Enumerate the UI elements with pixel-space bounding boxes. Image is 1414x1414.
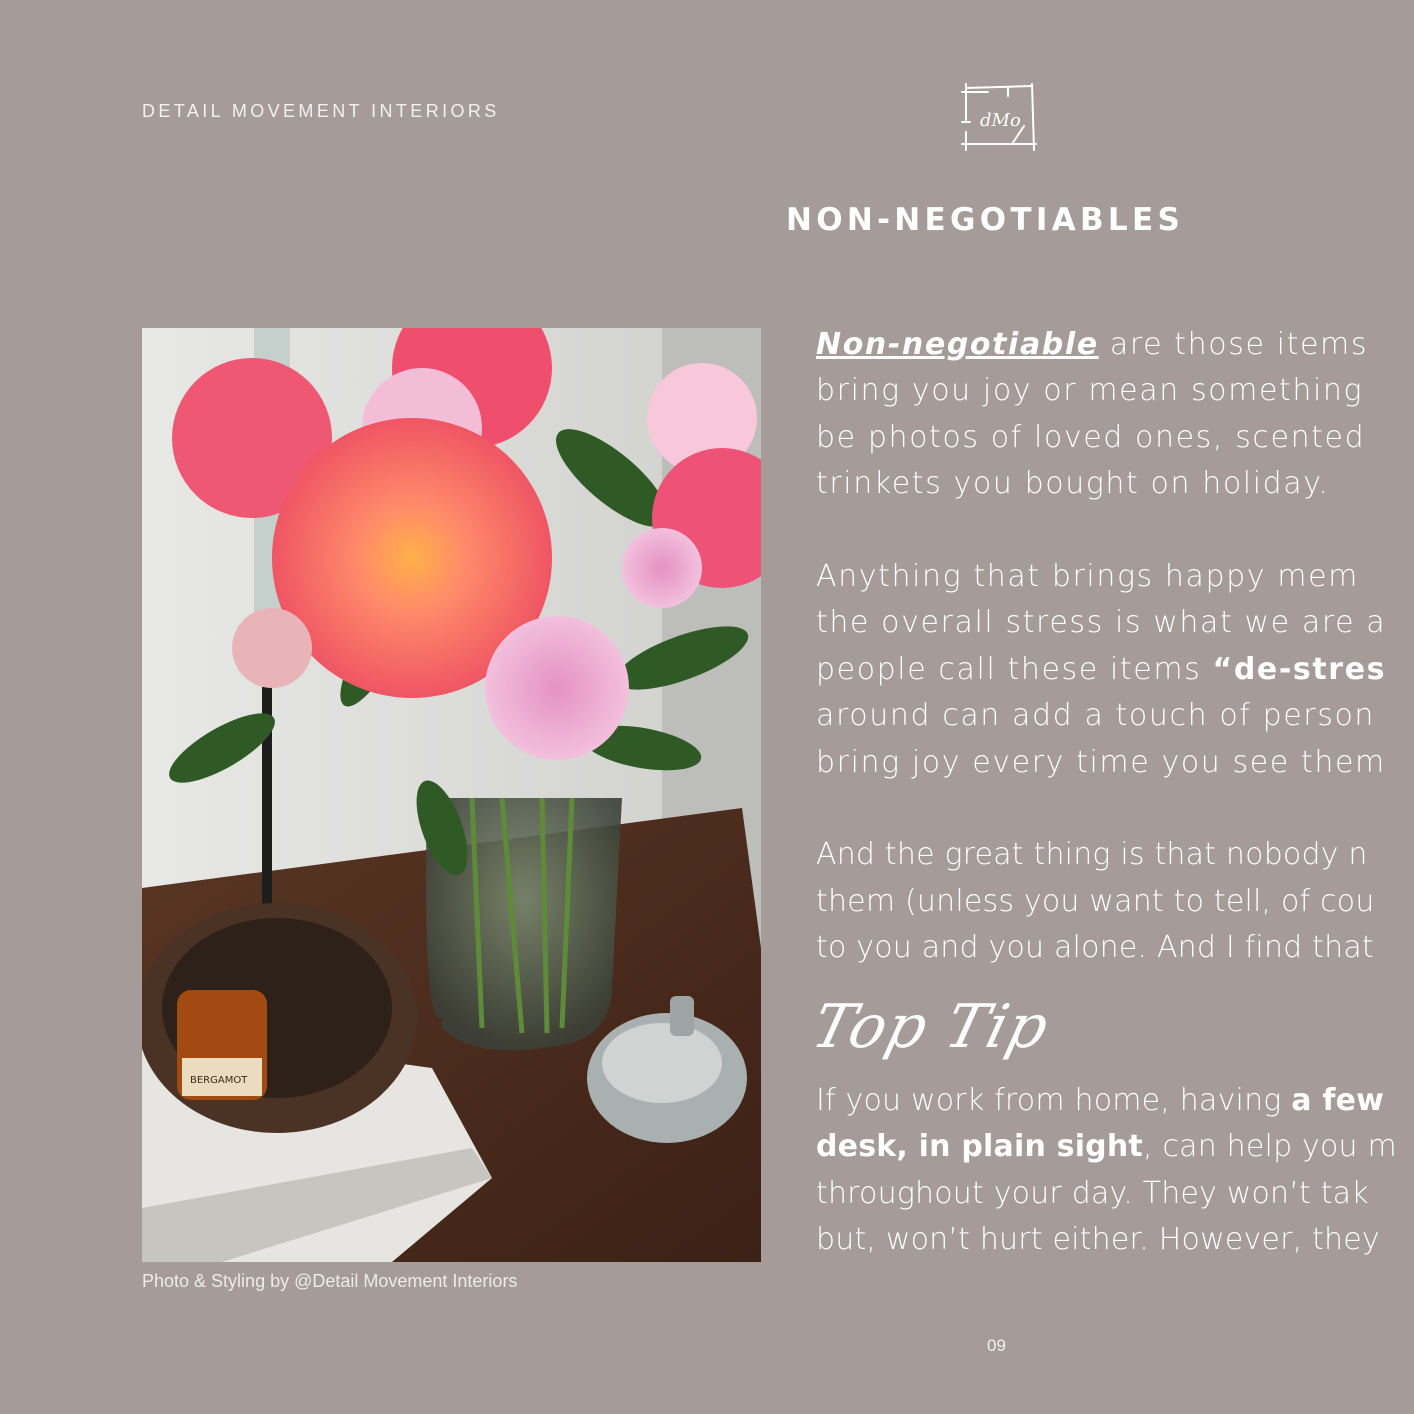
keyword-non-negotiable: Non-negotiable bbox=[816, 327, 1099, 362]
paragraph-happy-memories bbox=[816, 554, 1414, 786]
tip-line2 bbox=[816, 1124, 1414, 1170]
paragraph2-line4: around can add a touch of person bbox=[816, 698, 1376, 734]
paragraph-non-negotiable bbox=[816, 322, 1414, 508]
paragraph3-line3: to you and you alone. And I find that bbox=[816, 930, 1374, 966]
tip-line2-bold: desk, in plain sight bbox=[816, 1129, 1143, 1165]
peony-photo bbox=[142, 328, 761, 1262]
top-tip-text bbox=[816, 1078, 1414, 1264]
paragraph1-line1 bbox=[816, 322, 1414, 368]
brand-logo bbox=[958, 82, 1040, 152]
page-title: NON-NEGOTIABLES bbox=[786, 202, 1185, 238]
tip-line2-rest: , can help you m bbox=[1142, 1129, 1397, 1165]
photo-credit: Photo & Styling by @Detail Movement Interiors bbox=[142, 1271, 518, 1291]
paragraph2-line2: the overall stress is what we are a bbox=[816, 605, 1387, 641]
logo-monogram: dMo bbox=[980, 110, 1021, 131]
paragraph2-line3 bbox=[816, 647, 1414, 693]
top-tip-heading: Top Tip bbox=[805, 992, 1057, 1062]
paragraph2-line1: Anything that brings happy mem bbox=[816, 559, 1359, 595]
paragraph3-line1: And the great thing is that nobody n bbox=[816, 837, 1368, 873]
paragraph1-line3: be photos of loved ones, scented bbox=[816, 419, 1366, 455]
paragraph1-line2: bring you joy or mean something bbox=[816, 373, 1364, 409]
paragraph2-line3-pre: people call these items bbox=[816, 651, 1213, 687]
tip-line3: throughout your day. They won’t tak bbox=[816, 1175, 1369, 1211]
de-stress-term: “de-stres bbox=[1212, 651, 1387, 687]
paragraph-great-thing bbox=[816, 832, 1414, 971]
body-text bbox=[816, 322, 1414, 972]
tip-line1-bold: a few bbox=[1291, 1083, 1385, 1118]
paragraph2-line5: bring joy every time you see them bbox=[816, 744, 1386, 780]
page-number: 09 bbox=[987, 1336, 1006, 1355]
paragraph1-line4: trinkets you bought on holiday. bbox=[816, 466, 1330, 502]
tip-line1-pre: If you work from home, having bbox=[816, 1083, 1292, 1118]
candle-label: BERGAMOT bbox=[190, 1075, 248, 1086]
brand-name: DETAIL MOVEMENT INTERIORS bbox=[142, 101, 500, 121]
tip-line1 bbox=[816, 1078, 1414, 1124]
tip-line4: but, won’t hurt either. However, they bbox=[816, 1222, 1380, 1258]
paragraph3-line2: them (unless you want to tell, of cou bbox=[816, 883, 1375, 919]
paragraph1-line1-rest: are those items bbox=[1098, 327, 1369, 362]
